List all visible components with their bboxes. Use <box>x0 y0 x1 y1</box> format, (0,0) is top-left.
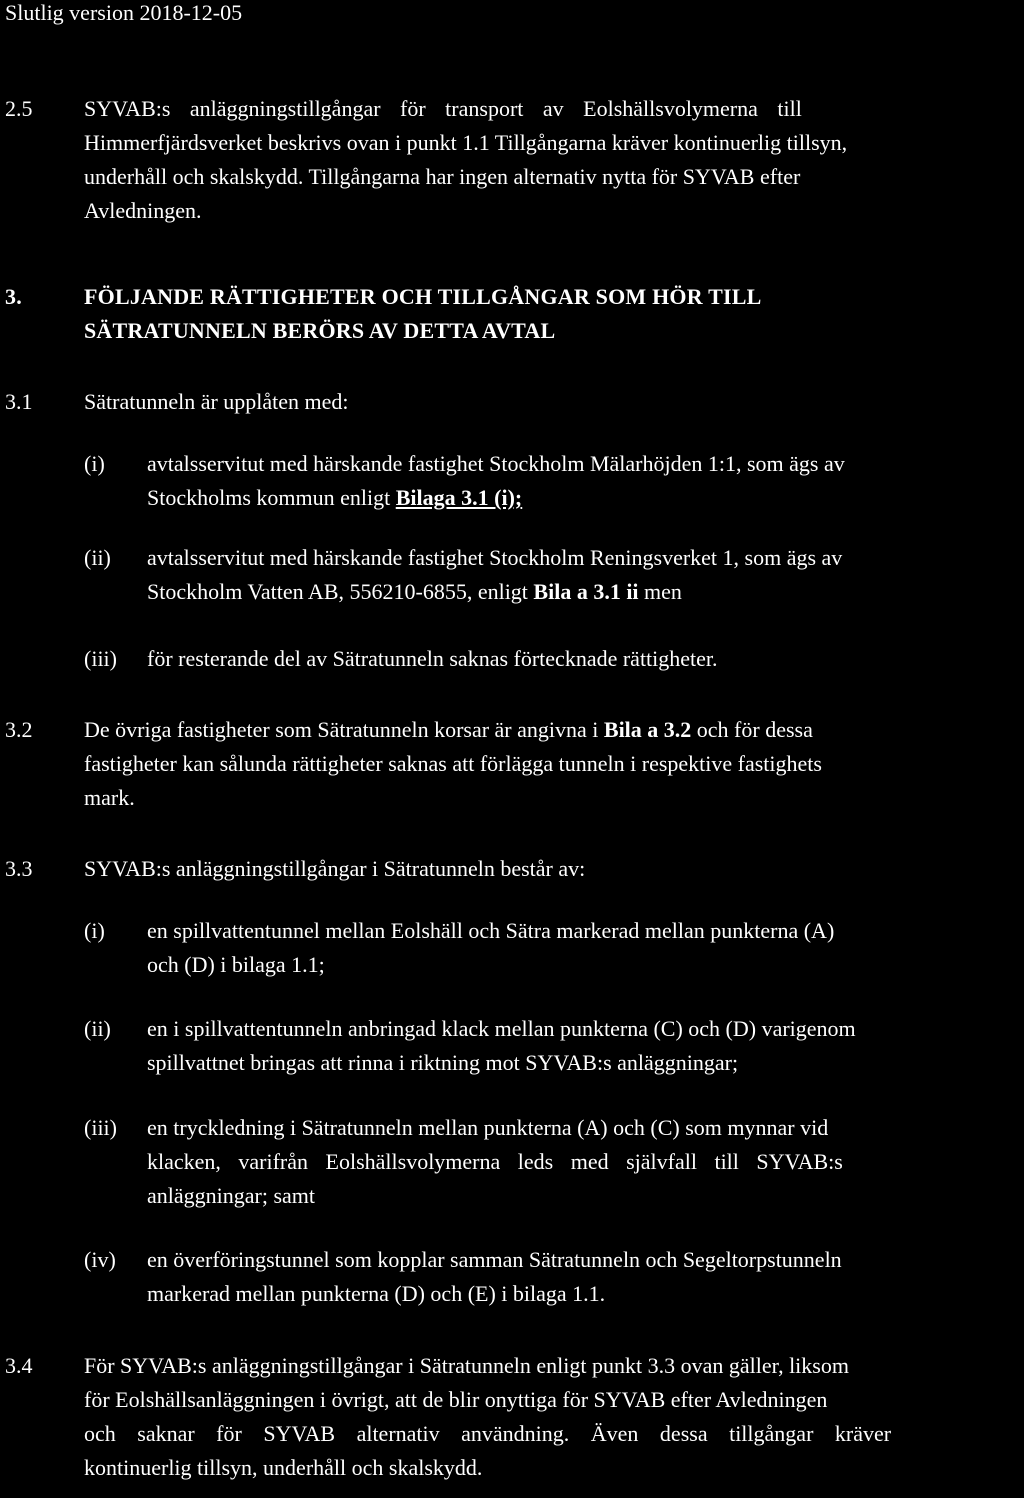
text-line: en tryckledning i Sätratunneln mellan punkterna (A) och (C) som mynnar vid <box>147 1115 829 1140</box>
text-line: en spillvattentunnel mellan Eolshäll och Sätra markerad mellan punkterna (A) <box>147 918 835 943</box>
item-label: (iii) <box>84 646 117 671</box>
text-line: klacken, varifrån Eolshällsvolymerna leds med självfall till SYVAB:s <box>147 1149 843 1174</box>
text-line: anläggningar; samt <box>147 1183 316 1208</box>
text-line <box>84 713 1022 747</box>
text-line: en i spillvattentunneln anbringad klack mellan punkterna (C) och (D) varigenom <box>147 1016 856 1041</box>
text-line: spillvattnet bringas att rinna i riktning mot SYVAB:s anläggningar; <box>147 1050 739 1075</box>
text-line: Himmerfjärdsverket beskrivs ovan i punkt 1.1 Tillgångarna kräver kontinuerlig tillsyn, <box>84 130 848 155</box>
text-span: De övriga fastigheter som Sätratunneln korsar är angivna i <box>84 717 604 742</box>
text-line: SYVAB:s anläggningstillgångar för transport av Eolshällsvolymerna till <box>84 96 802 121</box>
text-line: markerad mellan punkterna (D) och (E) i bilaga 1.1. <box>147 1281 606 1306</box>
item-text <box>147 914 1022 982</box>
item-label: (ii) <box>84 1016 111 1041</box>
bilaga-link[interactable]: Bilaga 3.1 (i); <box>395 485 523 510</box>
text-line: Avledningen. <box>84 198 202 223</box>
text-line <box>147 481 1022 515</box>
item-label: (i) <box>84 918 105 943</box>
item-text <box>147 1243 1022 1311</box>
heading-text <box>84 280 1022 348</box>
section-text: SYVAB:s anläggningstillgångar i Sätratunneln består av: <box>84 856 586 881</box>
text-span: men <box>638 579 682 604</box>
heading-line: FÖLJANDE RÄTTIGHETER OCH TILLGÅNGAR SOM HÖR TILL <box>84 284 762 309</box>
item-label: (iv) <box>84 1247 116 1272</box>
text-line <box>147 575 1022 609</box>
text-line: mark. <box>84 785 135 810</box>
section-text <box>84 92 1022 228</box>
text-line: kontinuerlig tillsyn, underhåll och skalskydd. <box>84 1455 483 1480</box>
section-number: 3.3 <box>5 856 33 881</box>
text-line: och saknar för SYVAB alternativ användning. Även dessa tillgångar kräver <box>84 1421 892 1446</box>
text-line: underhåll och skalskydd. Tillgångarna har ingen alternativ nytta för SYVAB efter <box>84 164 801 189</box>
text-line: och (D) i bilaga 1.1; <box>147 952 325 977</box>
item-text <box>147 541 1022 609</box>
document-header: Slutlig version 2018-12-05 <box>5 0 243 25</box>
section-text <box>84 713 1022 815</box>
section-number: 3.1 <box>5 389 33 414</box>
section-text: Sätratunneln är upplåten med: <box>84 389 349 414</box>
bilaga-reference: Bila a 3.2 <box>603 717 692 742</box>
section-number: 3. <box>5 284 22 309</box>
item-text <box>147 1012 1022 1080</box>
text-span: och för dessa <box>691 717 813 742</box>
text-span: Stockholms kommun enligt <box>147 485 396 510</box>
item-label: (iii) <box>84 1115 117 1140</box>
section-text <box>84 1349 1022 1485</box>
section-number: 3.4 <box>5 1353 33 1378</box>
item-text: för resterande del av Sätratunneln saknas förtecknade rättigheter. <box>147 646 718 671</box>
item-text <box>147 1111 1022 1213</box>
text-line: avtalsservitut med härskande fastighet Stockholm Mälarhöjden 1:1, som ägs av <box>147 451 845 476</box>
heading-line: SÄTRATUNNELN BERÖRS AV DETTA AVTAL <box>84 318 556 343</box>
text-line: en överföringstunnel som kopplar samman Sätratunneln och Segeltorpstunneln <box>147 1247 842 1272</box>
bilaga-reference: Bila a 3.1 ii <box>533 579 639 604</box>
item-label: (i) <box>84 451 105 476</box>
text-line: för Eolshällsanläggningen i övrigt, att de blir onyttiga för SYVAB efter Avledningen <box>84 1387 828 1412</box>
item-label: (ii) <box>84 545 111 570</box>
text-line: avtalsservitut med härskande fastighet Stockholm Reningsverket 1, som ägs av <box>147 545 843 570</box>
section-number: 2.5 <box>5 96 33 121</box>
text-line: fastigheter kan sålunda rättigheter saknas att förlägga tunneln i respektive fastighets <box>84 751 822 776</box>
section-number: 3.2 <box>5 717 33 742</box>
text-line: För SYVAB:s anläggningstillgångar i Sätratunneln enligt punkt 3.3 ovan gäller, liksom <box>84 1353 849 1378</box>
item-text <box>147 447 1022 515</box>
text-span: Stockholm Vatten AB, 556210-6855, enligt <box>147 579 534 604</box>
